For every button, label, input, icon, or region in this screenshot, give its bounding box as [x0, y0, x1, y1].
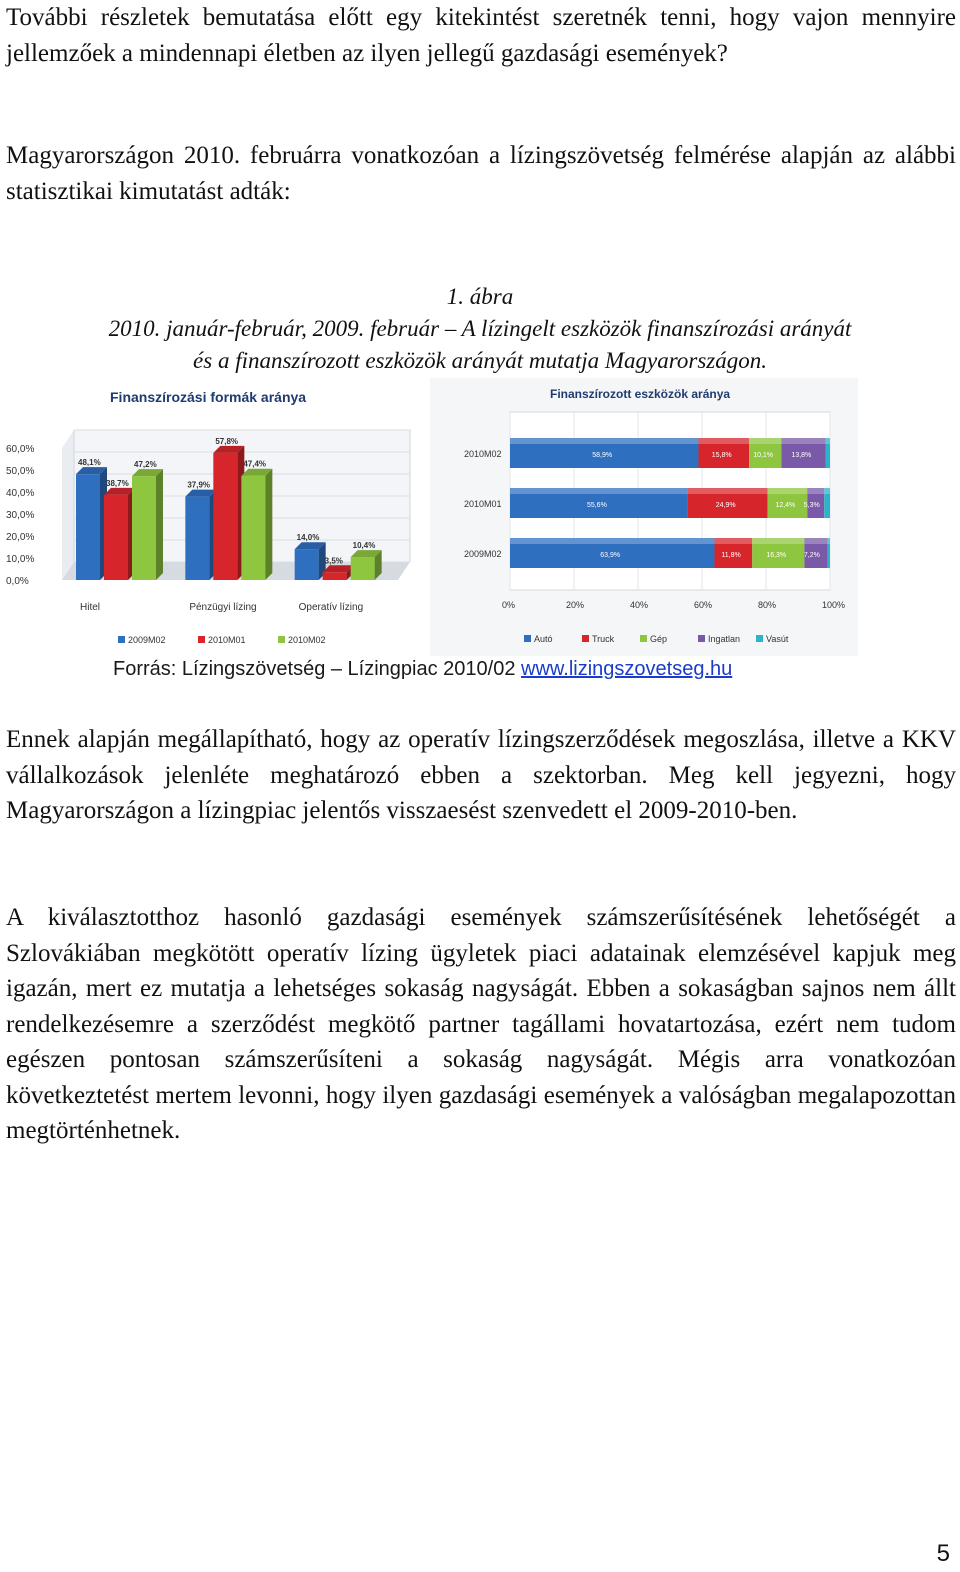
legend-label: Ingatlan — [708, 634, 741, 644]
bar-highlight — [804, 538, 827, 544]
source-link[interactable]: www.lizingszovetseg.hu — [521, 658, 733, 680]
y-tick-label: 60,0% — [6, 444, 35, 455]
y-tick-label: 40,0% — [6, 488, 35, 499]
bar-highlight — [826, 438, 830, 444]
y-tick-label: 20,0% — [6, 532, 35, 543]
bar-highlight — [688, 488, 768, 494]
segment-data-label: 58,9% — [592, 452, 613, 459]
financing-forms-chart — [0, 378, 430, 661]
chart-title: Finanszírozási formák aránya — [110, 389, 307, 405]
stats-intro-paragraph: Magyarországon 2010. februárra vonatkozóan a lízingszövetség felmérése alapján az alábbi statisztikai kimutatást adták: — [6, 142, 956, 205]
legend-swatch — [278, 636, 285, 643]
bar-highlight — [781, 438, 825, 444]
legend-label: Truck — [592, 634, 615, 644]
x-tick-label: 0% — [502, 600, 516, 610]
segment-data-label: 24,9% — [715, 502, 736, 509]
bar-highlight — [768, 488, 808, 494]
legend-swatch — [640, 635, 647, 642]
x-category-label: Pénzügyi lízing — [189, 602, 257, 613]
legend-label: Gép — [650, 634, 668, 644]
legend-label: 2010M02 — [288, 635, 326, 645]
segment-data-label: 11,8% — [721, 552, 741, 559]
y-tick-label: 0,0% — [6, 576, 29, 587]
legend-swatch — [118, 636, 125, 643]
legend-swatch — [198, 636, 205, 643]
legend-label: Autó — [534, 634, 553, 644]
bar-data-label: 37,9% — [187, 480, 211, 490]
chart-title: Finanszírozott eszközök aránya — [550, 387, 731, 401]
bar — [132, 476, 156, 580]
bar-highlight — [714, 538, 752, 544]
bar — [295, 549, 319, 580]
x-tick-label: 100% — [822, 600, 846, 610]
bar — [323, 572, 347, 580]
figure-caption-line2: és a finanszírozott eszközök arányát mutatja Magyarországon. — [193, 348, 767, 373]
y-category-label: 2009M02 — [464, 549, 502, 559]
source-text: Forrás: Lízingszövetség – Lízingpiac 2010/02 — [113, 658, 516, 680]
bar-data-label: 10,4% — [352, 541, 376, 551]
bar — [76, 474, 100, 580]
y-category-label: 2010M01 — [464, 499, 502, 509]
legend-swatch — [756, 635, 763, 642]
segment-data-label: 16,3% — [766, 552, 787, 559]
bar-data-label: 48,1% — [78, 458, 101, 468]
segment-data-label: 13,8% — [791, 452, 812, 459]
bar-data-label: 57,8% — [215, 436, 239, 446]
x-tick-label: 20% — [566, 600, 585, 610]
bar-highlight — [510, 438, 698, 444]
bar-highlight — [824, 488, 830, 494]
x-tick-label: 60% — [694, 600, 713, 610]
bar — [213, 453, 237, 580]
segment-data-label: 10,1% — [753, 452, 774, 459]
legend-label: 2009M02 — [128, 635, 166, 645]
legend-label: Vasút — [766, 634, 789, 644]
bar — [104, 495, 128, 580]
conclusion-paragraph: Ennek alapján megállapítható, hogy az operatív lízingszerződések megoszlása, illetve a KKV vállalkozások jelenléte meghatározó ebben a szektorban. Meg kell jegyezni, hogy Magyarországon a lízingpiac jelentős visszaesést szenvedett el 2009-2010-ben. — [6, 726, 956, 824]
intro-paragraph: További részletek bemutatása előtt egy kitekintést szeretnék tenni, hogy vajon mennyire jellemzőek a mindennapi életben az ilyen jellegű gazdasági események? — [6, 4, 956, 67]
y-tick-label: 10,0% — [6, 554, 35, 565]
figure-number: 1. ábra — [446, 284, 514, 309]
segment-data-label: 15,8% — [711, 452, 732, 459]
segment-data-label: 12,4% — [775, 502, 796, 509]
bar-highlight — [510, 538, 714, 544]
bar-data-label: 38,7% — [106, 478, 129, 488]
legend-swatch — [582, 635, 589, 642]
y-tick-label: 50,0% — [6, 466, 35, 477]
bar-highlight — [749, 438, 781, 444]
bar-highlight — [827, 538, 830, 544]
bar — [185, 497, 209, 580]
bar — [351, 557, 375, 580]
legend-label: 2010M01 — [208, 635, 246, 645]
bar-side — [265, 469, 272, 580]
bar-highlight — [752, 538, 804, 544]
segment-data-label: 55,6% — [586, 502, 607, 509]
legend-swatch — [524, 635, 531, 642]
bar — [241, 476, 265, 580]
slovakia-paragraph: A kiválasztotthoz hasonló gazdasági események számszerűsítésének lehetőségét a Szlovákiában megkötött operatív lízing ügyletek piaci adatainak elemzésével kapjuk meg igazán, mert ez mutatja a lehetséges sokaság nagyságát. Ebben a sokaságban sajnos nem állt rendelkezésemre a szerződést megkötő partner tagállami hovatartozása, ezért nem tudom egészen pontosan számszerűsíteni a sokaság nagyságát. Mégis arra vonatkozóan következtetést mertem levonni, hogy ilyen gazdasági események a valóságban megalapozottan megtörténhetnek. — [6, 904, 956, 1144]
bar-data-label: 14,0% — [296, 533, 320, 543]
bar-data-label: 47,4% — [243, 459, 267, 469]
figure-source — [113, 658, 732, 681]
bar-highlight — [807, 488, 824, 494]
page-number: 5 — [936, 1540, 950, 1567]
x-category-label: Hitel — [80, 602, 101, 613]
x-category-label: Operatív lízing — [298, 602, 364, 613]
y-category-label: 2010M02 — [464, 449, 502, 459]
bar-highlight — [510, 488, 688, 494]
financed-assets-chart — [430, 378, 858, 661]
chart-side-wall — [62, 430, 74, 580]
segment-data-label: 63,9% — [600, 552, 621, 559]
bar-side — [156, 469, 163, 580]
segment-data-label: 5,3% — [803, 502, 820, 509]
bar-highlight — [698, 438, 749, 444]
x-tick-label: 80% — [758, 600, 777, 610]
figure-caption-line1: 2010. január-február, 2009. február – A lízingelt eszközök finanszírozási arányát — [108, 316, 852, 341]
segment-data-label: 7,2% — [803, 552, 820, 559]
y-tick-label: 30,0% — [6, 510, 35, 521]
x-tick-label: 40% — [630, 600, 649, 610]
legend-swatch — [698, 635, 705, 642]
bar-data-label: 47,2% — [134, 460, 157, 470]
bar-data-label: 3,5% — [324, 556, 343, 566]
